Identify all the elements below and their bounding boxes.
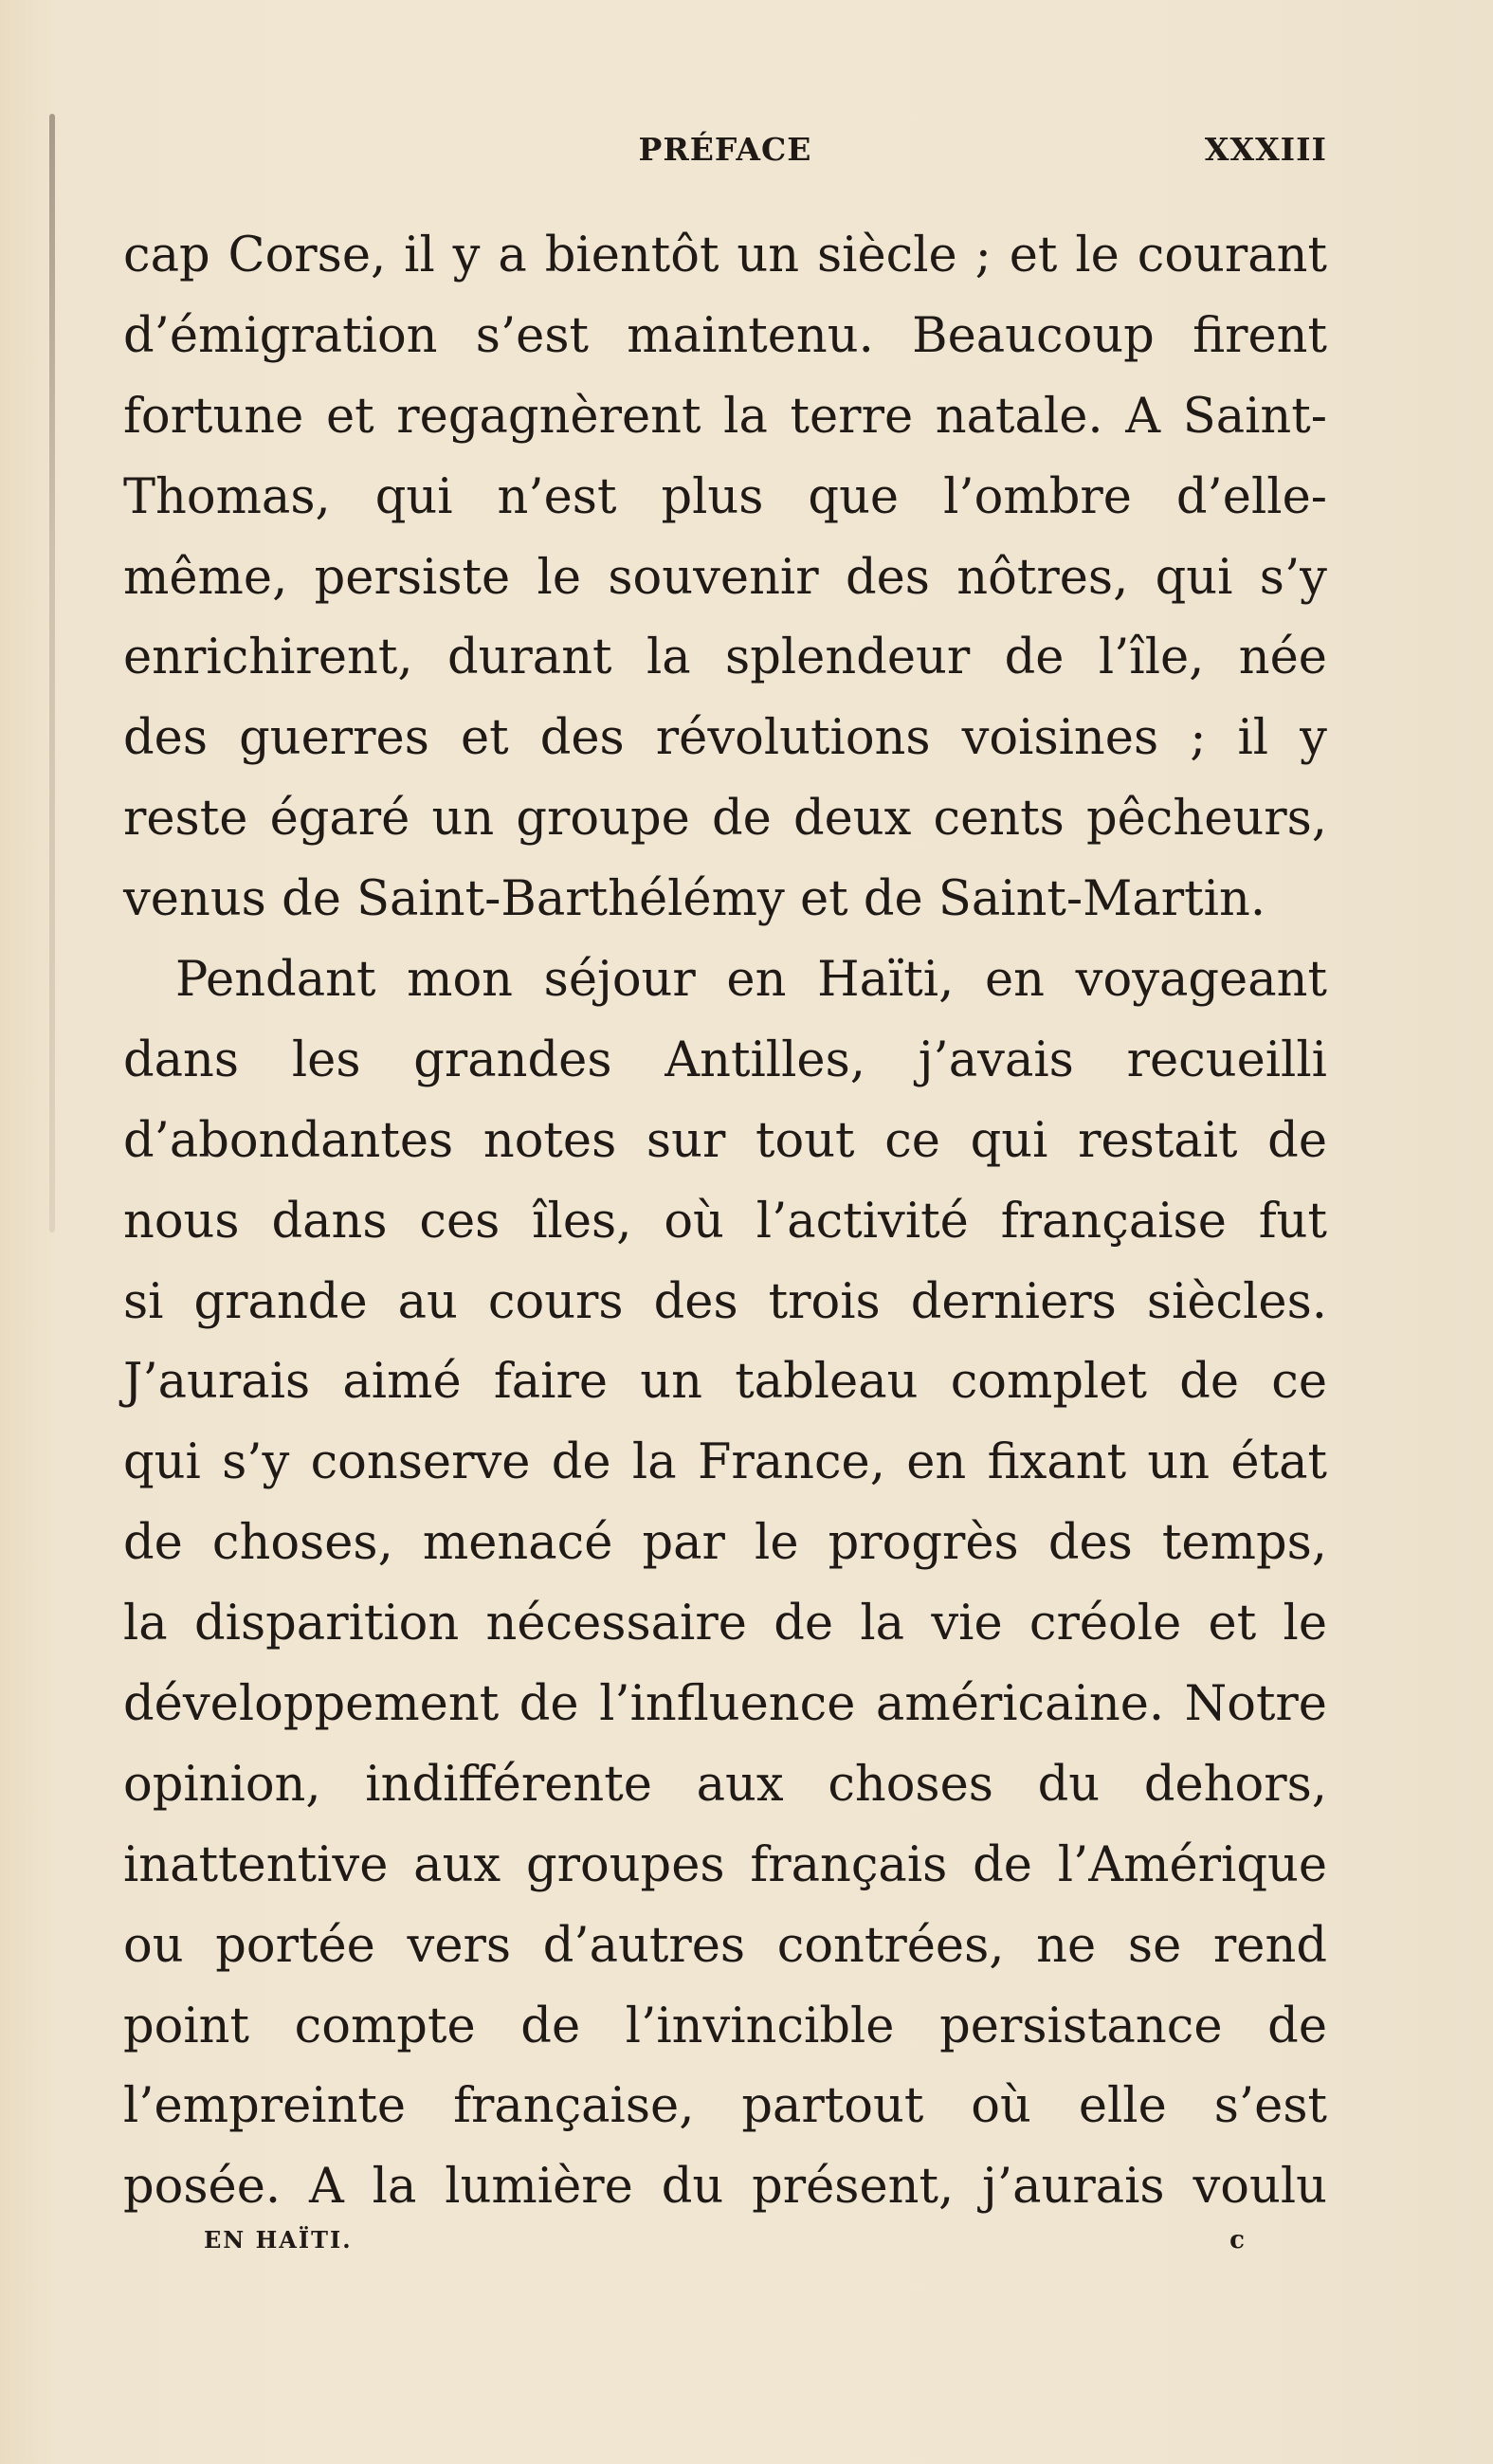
text-line: inattentive aux groupes français de l’Amérique [123, 1836, 1327, 1893]
text-line: la disparition nécessaire de la vie créole et le [123, 1596, 1327, 1652]
text-line: nous dans ces îles, où l’activité française fut [123, 1193, 1327, 1250]
running-head-title: PRÉFACE [638, 131, 812, 168]
text-line: Thomas, qui n’est plus que l’ombre d’elle- [123, 468, 1327, 525]
text-line: ou portée vers d’autres contrées, ne se rend [123, 1917, 1327, 1974]
signature-mark: c [1229, 2226, 1247, 2254]
binding-edge-shadow [49, 114, 55, 1232]
text-line: fortune et regagnèrent la terre natale. A Saint- [123, 388, 1327, 445]
text-line: développement de l’influence américaine. Notre [123, 1676, 1327, 1733]
text-line: enrichirent, durant la splendeur de l’île, née [123, 630, 1327, 686]
text-line: d’abondantes notes sur tout ce qui restait de [123, 1112, 1327, 1169]
body-text [123, 216, 1327, 2228]
text-line: posée. A la lumière du présent, j’aurais voulu [123, 2159, 1327, 2216]
text-line: cap Corse, il y a bientôt un siècle ; et le courant [123, 228, 1327, 283]
text-line: opinion, indifférente aux choses du dehors, [123, 1756, 1327, 1813]
text-line: si grande au cours des trois derniers siècles. [123, 1273, 1327, 1330]
text-line: d’émigration s’est maintenu. Beaucoup firent [123, 307, 1327, 364]
text-line: point compte de l’invincible persistance de [123, 1998, 1327, 2054]
text-line: l’empreinte française, partout où elle s’est [123, 2078, 1327, 2135]
signature-line [204, 2226, 1247, 2264]
text-line: de choses, menacé par le progrès des temps, [123, 1515, 1327, 1572]
text-line: dans les grandes Antilles, j’avais recueilli [123, 1031, 1327, 1088]
running-head [123, 131, 1327, 173]
text-line: venus de Saint-Barthélémy et de Saint-Martin. [123, 871, 1266, 928]
text-line: même, persiste le souvenir des nôtres, qui s’y [123, 549, 1327, 606]
signature-title: EN HAÏTI. [204, 2226, 353, 2254]
page-number: XXXIII [1204, 131, 1327, 168]
text-line: des guerres et des révolutions voisines ; il y [123, 710, 1327, 767]
text-line: J’aurais aimé faire un tableau complet de ce [123, 1354, 1327, 1411]
text-line: Pendant mon séjour en Haïti, en voyageant [175, 952, 1327, 1009]
text-line: reste égaré un groupe de deux cents pêcheurs, [123, 791, 1327, 848]
text-line: qui s’y conserve de la France, en fixant un état [123, 1434, 1327, 1491]
